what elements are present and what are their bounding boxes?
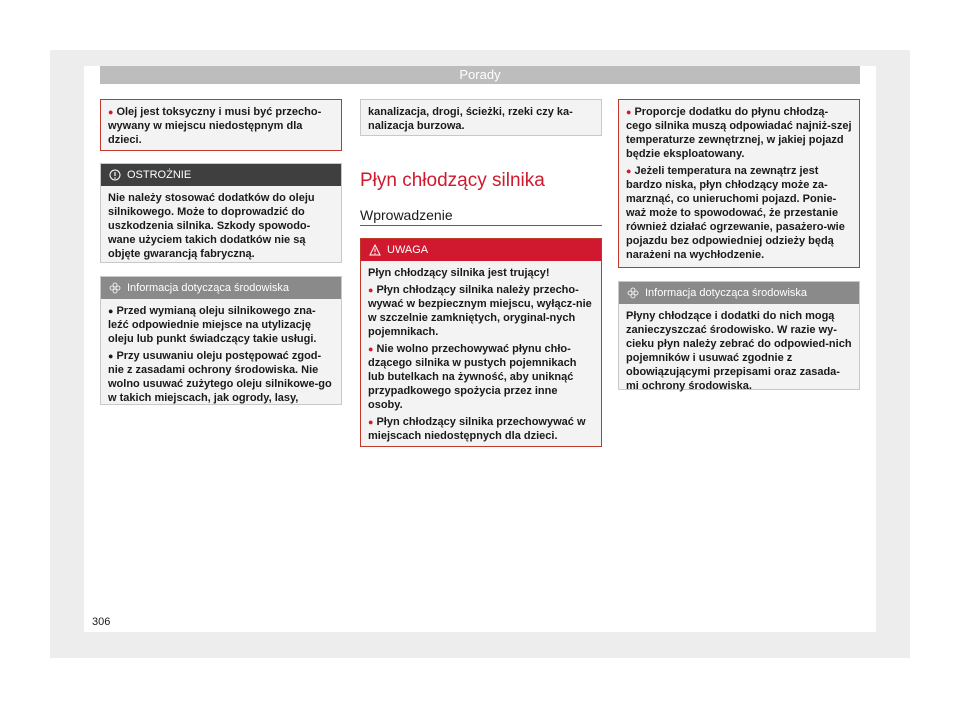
continued-text: kanalizacja, drogi, ścieżki, rzeki czy ka-nalizacja burzowa. [368,106,573,132]
caution-text: Nie należy stosować dodatków do oleju silnikowego. Może to doprowadzić do uszkodzenia silnika. Szkody spowodo-wane użyciem takich dodatków nie są objęte gwarancją fabryczną. [108,192,315,260]
warning-lead: Płyn chłodzący silnika jest trujący! [368,267,550,279]
caution-box [100,163,342,263]
info-circle-icon [109,169,121,181]
column-2 [360,99,602,136]
warning-header [361,239,601,261]
flower-icon [627,287,639,299]
subtitle-rule [360,225,602,226]
warning-item: ● Płyn chłodzący silnika należy przecho-wywać w bezpiecznym miejscu, wyłącz-nie w szczelnie zamkniętych, oryginal-nych pojemnikach. [368,283,594,339]
warning-triangle-icon [369,244,381,256]
section-title: Płyn chłodzący silnika [360,170,545,191]
caution-header [101,164,341,186]
column-1 [100,99,342,405]
env-text: Płyny chłodzące i dodatki do nich mogą zanieczyszczać środowisko. W razie wy-cieku płyn należy zebrać do odpowied-nich pojemników i usuwać zgodnie z obowiązującymi przepisami oraz zasada-mi ochrony środowiska. [626,310,852,392]
page-number: 306 [92,616,111,628]
continued-box [360,99,602,136]
page-header: Porady [100,66,860,84]
warning-box [360,238,602,447]
env-header [619,282,859,304]
section-subtitle: Wprowadzenie [360,207,453,223]
warning-item: ● Jeżeli temperatura na zewnątrz jest bardzo niska, płyn chłodzący może za-marznąć, co unieruchomi pojazd. Ponie-waż może to spowodować, że przestanie również działać ogrzewanie, pasażero-wie pojazdu bez odpowiedniej odzieży będą narażeni na wychłodzenie. [626,164,852,262]
env-box [100,276,342,405]
warning-continued-box [618,99,860,268]
warning-item: ● Proporcje dodatku do płynu chłodzą-cego silnika muszą odpowiadać najniż-szej temperaturze zewnętrznej, w jakiej pojazd będzie eksploatowany. [626,105,852,161]
warning-item: ● Nie wolno przechowywać płynu chło-dzącego silnika w pustych pojemnikach lub butelkach na żywność, aby uniknąć przypadkowego spożycia przez inne osoby. [368,342,594,412]
flower-icon [109,282,121,294]
warning-item: ● Płyn chłodzący silnika przechowywać w miejscach niedostępnych dla dzieci. [368,415,594,443]
env-header [101,277,341,299]
env-title: Informacja dotycząca środowiska [645,287,808,299]
notice-item: ● Olej jest toksyczny i musi być przecho-wywany w miejscu niedostępnym dla dzieci. [108,105,334,147]
env-box-2 [618,281,860,390]
env-title: Informacja dotycząca środowiska [127,282,290,294]
warning-title: UWAGA [387,244,429,256]
env-item: ● Przed wymianą oleju silnikowego zna-leźć odpowiednie miejsce na utylizację oleju lub punkt świadczący takie usługi. [108,304,334,346]
caution-title: OSTROŻNIE [127,169,192,181]
notice-box [100,99,342,151]
env-item: ● Przy usuwaniu oleju postępować zgod-nie z zasadami ochrony środowiska. Nie wolno usuwać zużytego oleju silnikowe-go w takich miejscach, jak ogrody, lasy, [108,349,334,405]
